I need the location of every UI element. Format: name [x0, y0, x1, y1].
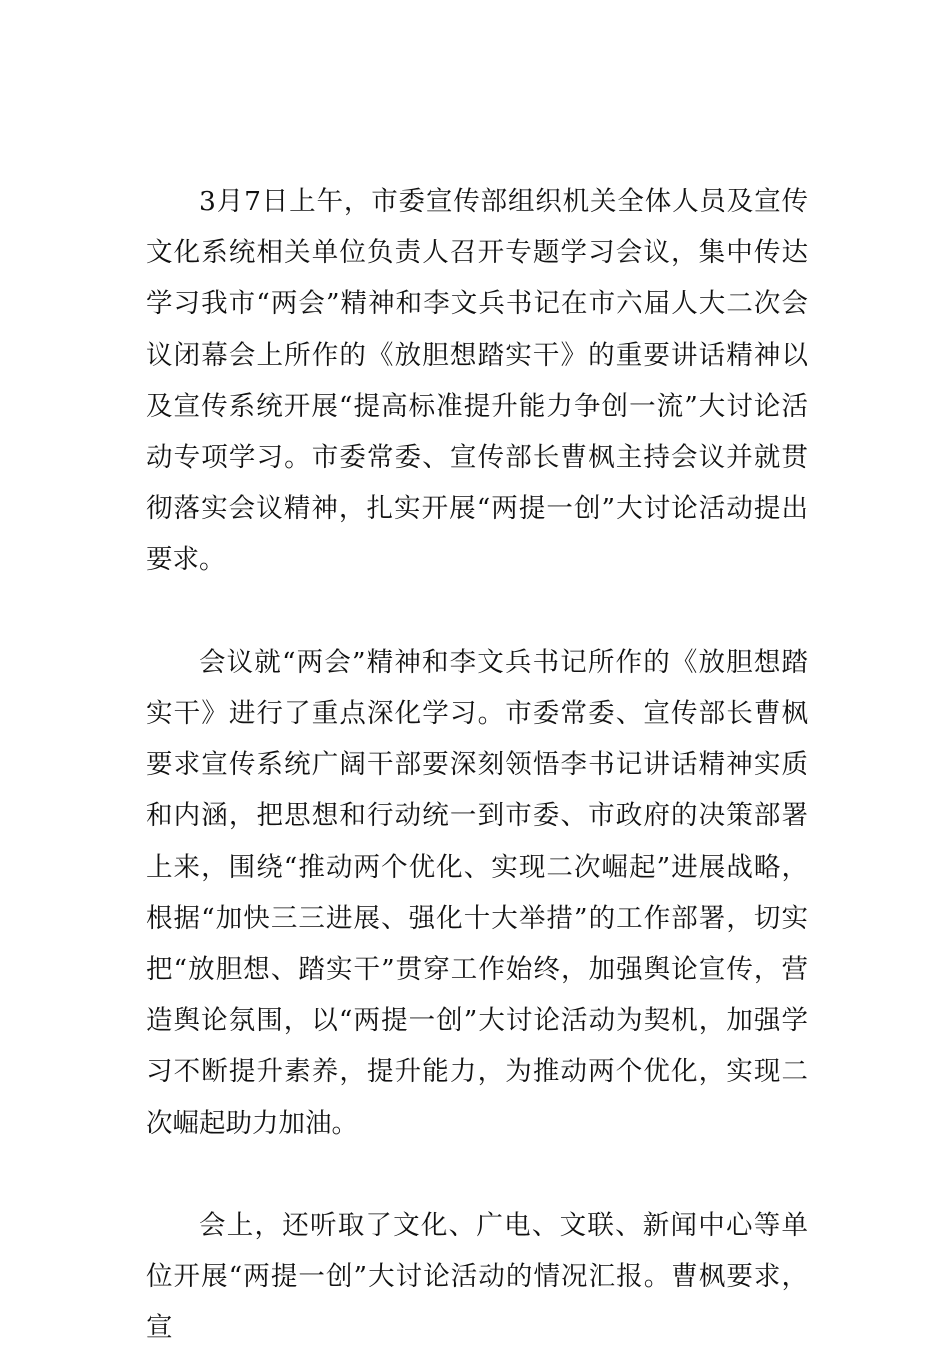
paragraph-3: 会上，还听取了文化、广电、文联、新闻中心等单位开展“两提一创”大讨论活动的情况汇报。曹枫要求，宣	[146, 1210, 808, 1344]
document-body	[146, 176, 808, 1354]
paragraph-1: 3月7日上午，市委宣传部组织机关全体人员及宣传文化系统相关单位负责人召开专题学习会议，集中传达学习我市“两会”精神和李文兵书记在市六届人大二次会议闭幕会上所作的《放胆想踏实干》的重要讲话精神以及宣传系统开展“提高标准提升能力争创一流”大讨论活动专项学习。市委常委、宣传部长曹枫主持会议并就贯彻落实会议精神，扎实开展“两提一创”大讨论活动提出要求。	[146, 186, 808, 576]
paragraph-2: 会议就“两会”精神和李文兵书记所作的《放胆想踏实干》进行了重点深化学习。市委常委、宣传部长曹枫要求宣传系统广阔干部要深刻领悟李书记讲话精神实质和内涵，把思想和行动统一到市委、市政府的决策部署上来，围绕“推动两个优化、实现二次崛起”进展战略，根据“加快三三进展、强化十大举措”的工作部署，切实把“放胆想、踏实干”贯穿工作始终，加强舆论宣传，营造舆论氛围，以“两提一创”大讨论活动为契机，加强学习不断提升素养，提升能力，为推动两个优化，实现二次崛起助力加油。	[146, 646, 808, 1139]
